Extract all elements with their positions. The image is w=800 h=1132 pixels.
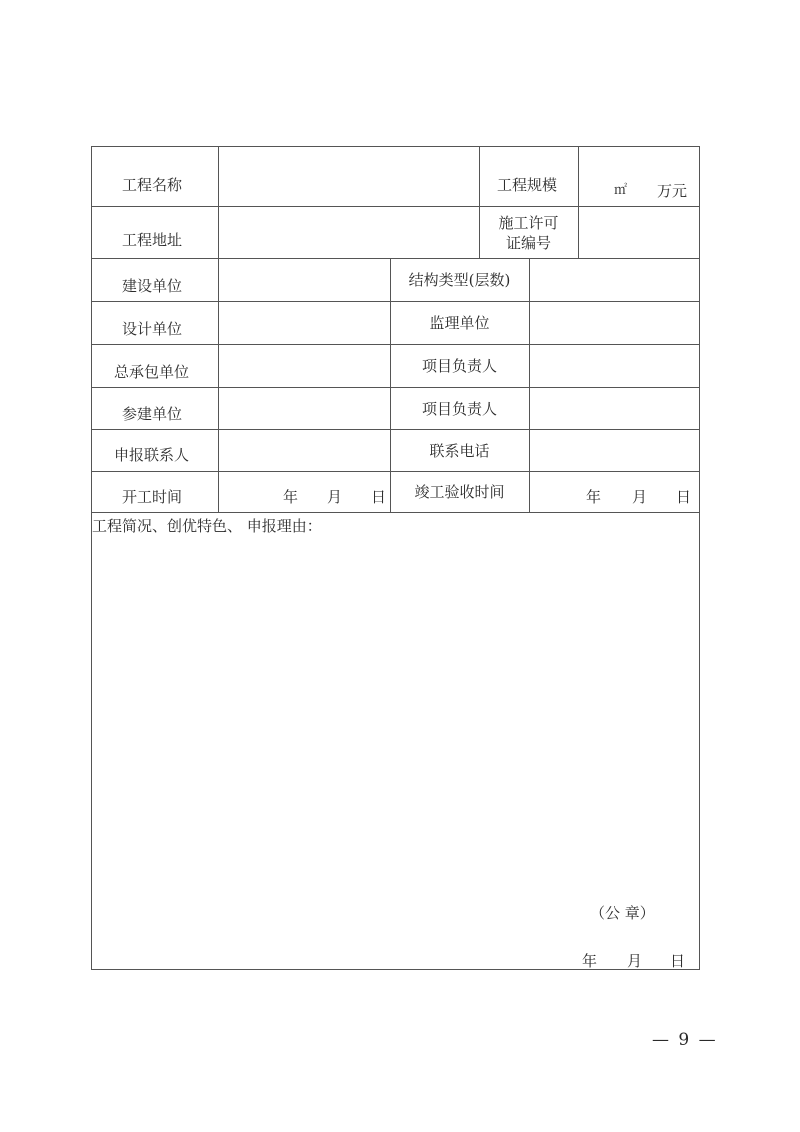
project-scale-label: 工程规模: [497, 176, 558, 194]
structure-type-label: 结构类型(层数): [408, 271, 511, 289]
start-year-label: 年: [283, 488, 299, 506]
supervision-unit-label: 监理单位: [429, 314, 490, 332]
start-month-label: 月: [327, 488, 343, 506]
end-month-label: 月: [632, 488, 648, 506]
design-unit-label: 设计单位: [122, 320, 183, 338]
project-description-field[interactable]: [92, 539, 699, 899]
project-address-label: 工程地址: [122, 231, 183, 249]
contact-phone-field[interactable]: [530, 430, 699, 471]
project-leader-label-2: 项目负责人: [421, 399, 497, 418]
permit-number-label: 施工许可 证编号: [498, 214, 559, 252]
row-divider: [92, 512, 699, 513]
start-day-label: 日: [371, 488, 387, 506]
project-description-label: 工程简况、创优特色、 申报理由：: [92, 517, 322, 535]
project-name-field[interactable]: [219, 147, 478, 205]
permit-number-field[interactable]: [579, 207, 699, 257]
contact-phone-label: 联系电话: [429, 441, 490, 460]
design-unit-field[interactable]: [219, 302, 389, 344]
construction-unit-field[interactable]: [219, 259, 389, 301]
participating-unit-field[interactable]: [219, 388, 389, 429]
page-number: — 9 —: [652, 1030, 718, 1050]
project-leader-label: 项目负责人: [421, 357, 497, 375]
end-year-label: 年: [586, 488, 602, 506]
official-seal-label: （公 章）: [590, 904, 655, 922]
participating-unit-label: 参建单位: [122, 405, 183, 423]
project-address-field[interactable]: [219, 207, 478, 257]
seal-year-label: 年: [582, 952, 598, 970]
seal-month-label: 月: [627, 952, 643, 970]
start-date-label: 开工时间: [122, 488, 183, 506]
end-day-label: 日: [676, 488, 692, 506]
construction-unit-label: 建设单位: [122, 277, 183, 295]
general-contractor-field[interactable]: [219, 345, 389, 387]
supervision-unit-field[interactable]: [530, 302, 699, 344]
project-leader-field-2[interactable]: [530, 388, 699, 429]
seal-day-label: 日: [670, 952, 686, 970]
applicant-contact-field[interactable]: [219, 430, 389, 471]
general-contractor-label: 总承包单位: [114, 363, 190, 381]
application-form: [91, 146, 700, 970]
scale-area-unit: ㎡: [614, 183, 628, 198]
start-date-field[interactable]: [219, 472, 389, 512]
completion-date-field[interactable]: [530, 472, 699, 512]
applicant-contact-label: 申报联系人: [114, 446, 190, 464]
completion-date-label: 竣工验收时间: [414, 483, 505, 501]
structure-type-field[interactable]: [530, 259, 699, 301]
project-name-label: 工程名称: [122, 176, 183, 194]
scale-money-unit: 万元: [657, 182, 688, 200]
project-leader-field[interactable]: [530, 345, 699, 387]
